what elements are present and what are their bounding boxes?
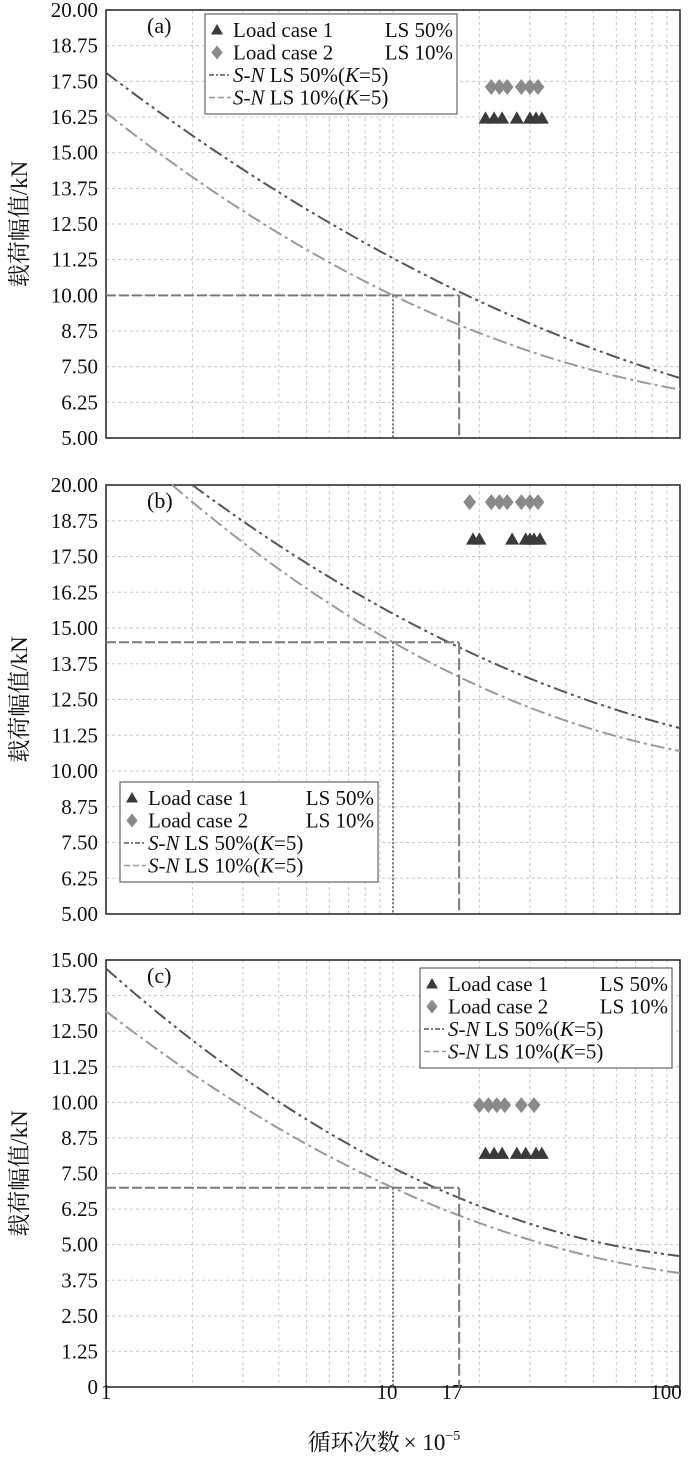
y-tick-label: 11.25 — [51, 1054, 98, 1079]
legend-ls-label: LS 50%( — [179, 831, 260, 855]
marker-load-case-2 — [463, 494, 476, 510]
panel-2 — [7, 948, 680, 1399]
panel-label: (c) — [147, 963, 172, 988]
legend-text-ls10: LS 10% — [384, 40, 453, 65]
legend-text-sn50 — [233, 63, 388, 87]
y-tick-label: 20.00 — [50, 473, 98, 497]
y-tick-label: 13.75 — [50, 176, 98, 201]
legend-text-case2: Load case 2 — [233, 40, 334, 65]
legend-k-label: K — [260, 853, 275, 878]
legend-text-sn10 — [148, 854, 303, 878]
y-tick-label: 15.00 — [50, 948, 98, 972]
y-tick-label: 2.50 — [61, 1303, 98, 1328]
y-tick-label: 8.75 — [61, 1125, 98, 1150]
legend — [420, 968, 672, 1068]
legend-sn-label: S-N — [148, 831, 180, 855]
y-tick-label: 12.50 — [50, 687, 98, 712]
legend-text-sn50 — [448, 1017, 603, 1041]
y-tick-label: 20.00 — [50, 0, 98, 22]
x-tick-1: 1 — [100, 1380, 112, 1404]
y-tick-label: 7.50 — [61, 354, 98, 379]
legend-text-sn10 — [448, 1040, 603, 1064]
y-tick-label: 13.75 — [50, 983, 98, 1008]
legend-text-sn50 — [148, 831, 303, 855]
marker-load-case-2 — [498, 1097, 511, 1113]
legend-text-ls50: LS 50% — [599, 972, 668, 996]
marker-load-case-2 — [515, 1097, 528, 1113]
y-tick-label: 5.00 — [61, 426, 98, 450]
x-axis-label-base: 10 — [416, 1430, 446, 1455]
y-tick-label: 17.50 — [50, 69, 98, 94]
y-tick-label: 12.50 — [50, 212, 98, 236]
legend-text-case1: Load case 1 — [148, 786, 249, 810]
legend-ls-label: LS 50%( — [479, 1017, 560, 1041]
legend-text-sn10 — [233, 86, 388, 110]
legend-k-label: K — [345, 85, 360, 110]
y-tick-label: 6.25 — [61, 866, 98, 891]
legend-k-value: =5) — [359, 63, 389, 87]
y-tick-label: 5.00 — [61, 1232, 98, 1257]
legend-k-label: K — [560, 1039, 575, 1064]
y-tick-label: 6.25 — [61, 390, 98, 415]
y-tick-label: 7.50 — [61, 830, 98, 855]
legend-k-label: K — [345, 63, 360, 87]
y-axis-label: 载荷幅值/kN — [7, 160, 32, 288]
y-tick-label: 3.75 — [61, 1268, 98, 1293]
legend-k-value: =5) — [274, 853, 304, 878]
marker-load-case-1 — [505, 532, 519, 544]
legend-text-ls50: LS 50% — [384, 18, 453, 42]
legend-sn-label: S-N — [148, 853, 180, 878]
y-tick-label: 0 — [87, 1375, 98, 1399]
legend-text-ls50: LS 50% — [305, 786, 374, 810]
legend-text-ls10: LS 10% — [305, 808, 374, 833]
legend-text-case1: Load case 1 — [233, 18, 334, 42]
legend-sn-label: S-N — [233, 63, 265, 87]
y-tick-label: 10.00 — [50, 1090, 98, 1115]
y-tick-label: 10.00 — [50, 283, 98, 308]
sn-curve-ls50 — [192, 485, 680, 728]
y-tick-label: 11.25 — [51, 723, 98, 748]
legend-ls-label: LS 10%( — [264, 85, 345, 110]
y-tick-label: 17.50 — [50, 544, 98, 569]
y-tick-label: 16.25 — [50, 105, 98, 129]
y-tick-label: 8.75 — [61, 794, 98, 819]
y-tick-label: 1.25 — [61, 1339, 98, 1364]
y-tick-label: 10.00 — [50, 759, 98, 783]
legend-text-case2: Load case 2 — [448, 994, 549, 1019]
panel-label: (a) — [147, 13, 172, 38]
legend-ls-label: LS 10%( — [479, 1039, 560, 1064]
y-tick-label: 15.00 — [50, 616, 98, 640]
legend-sn-label: S-N — [448, 1017, 480, 1041]
y-tick-label: 11.25 — [51, 247, 98, 272]
legend-k-value: =5) — [359, 85, 389, 110]
legend — [205, 14, 457, 114]
legend-ls-label: LS 10%( — [179, 853, 260, 878]
y-tick-label: 12.50 — [50, 1019, 98, 1044]
legend-k-value: =5) — [574, 1017, 604, 1041]
legend-sn-label: S-N — [233, 85, 265, 110]
panel-0 — [7, 0, 680, 450]
legend — [120, 782, 378, 882]
x-axis-label-main: 循环次数 — [307, 1430, 400, 1455]
y-tick-label: 6.25 — [61, 1197, 98, 1222]
legend-k-label: K — [260, 831, 275, 855]
y-tick-label: 8.75 — [61, 319, 98, 343]
panel-label: (b) — [147, 488, 173, 513]
marker-load-case-2 — [532, 494, 545, 510]
x-axis-label-exp: −5 — [445, 1429, 461, 1444]
y-axis-label: 载荷幅值/kN — [7, 1110, 32, 1237]
marker-load-case-1 — [510, 111, 524, 123]
legend-text-ls10: LS 10% — [599, 994, 668, 1019]
x-tick-17: 17 — [441, 1380, 463, 1404]
x-tick-10: 10 — [376, 1380, 398, 1404]
x-tick-100: 100 — [650, 1380, 682, 1404]
legend-k-label: K — [560, 1017, 575, 1041]
x-axis-label-times: × — [403, 1430, 417, 1455]
y-tick-label: 15.00 — [50, 140, 98, 165]
y-tick-label: 18.75 — [50, 33, 98, 58]
legend-text-case2: Load case 2 — [148, 808, 249, 833]
y-axis-label: 载荷幅值/kN — [7, 636, 32, 763]
legend-k-value: =5) — [574, 1039, 604, 1064]
y-tick-label: 16.25 — [50, 580, 98, 605]
y-tick-label: 7.50 — [61, 1161, 98, 1186]
legend-k-value: =5) — [274, 831, 304, 855]
legend-sn-label: S-N — [448, 1039, 480, 1064]
y-tick-label: 13.75 — [50, 651, 98, 676]
x-axis-label — [308, 1429, 461, 1455]
y-tick-label: 18.75 — [50, 508, 98, 533]
panel-1 — [7, 473, 680, 926]
y-tick-label: 5.00 — [61, 902, 98, 926]
legend-ls-label: LS 50%( — [264, 63, 345, 87]
legend-text-case1: Load case 1 — [448, 972, 549, 996]
marker-load-case-2 — [501, 494, 514, 510]
